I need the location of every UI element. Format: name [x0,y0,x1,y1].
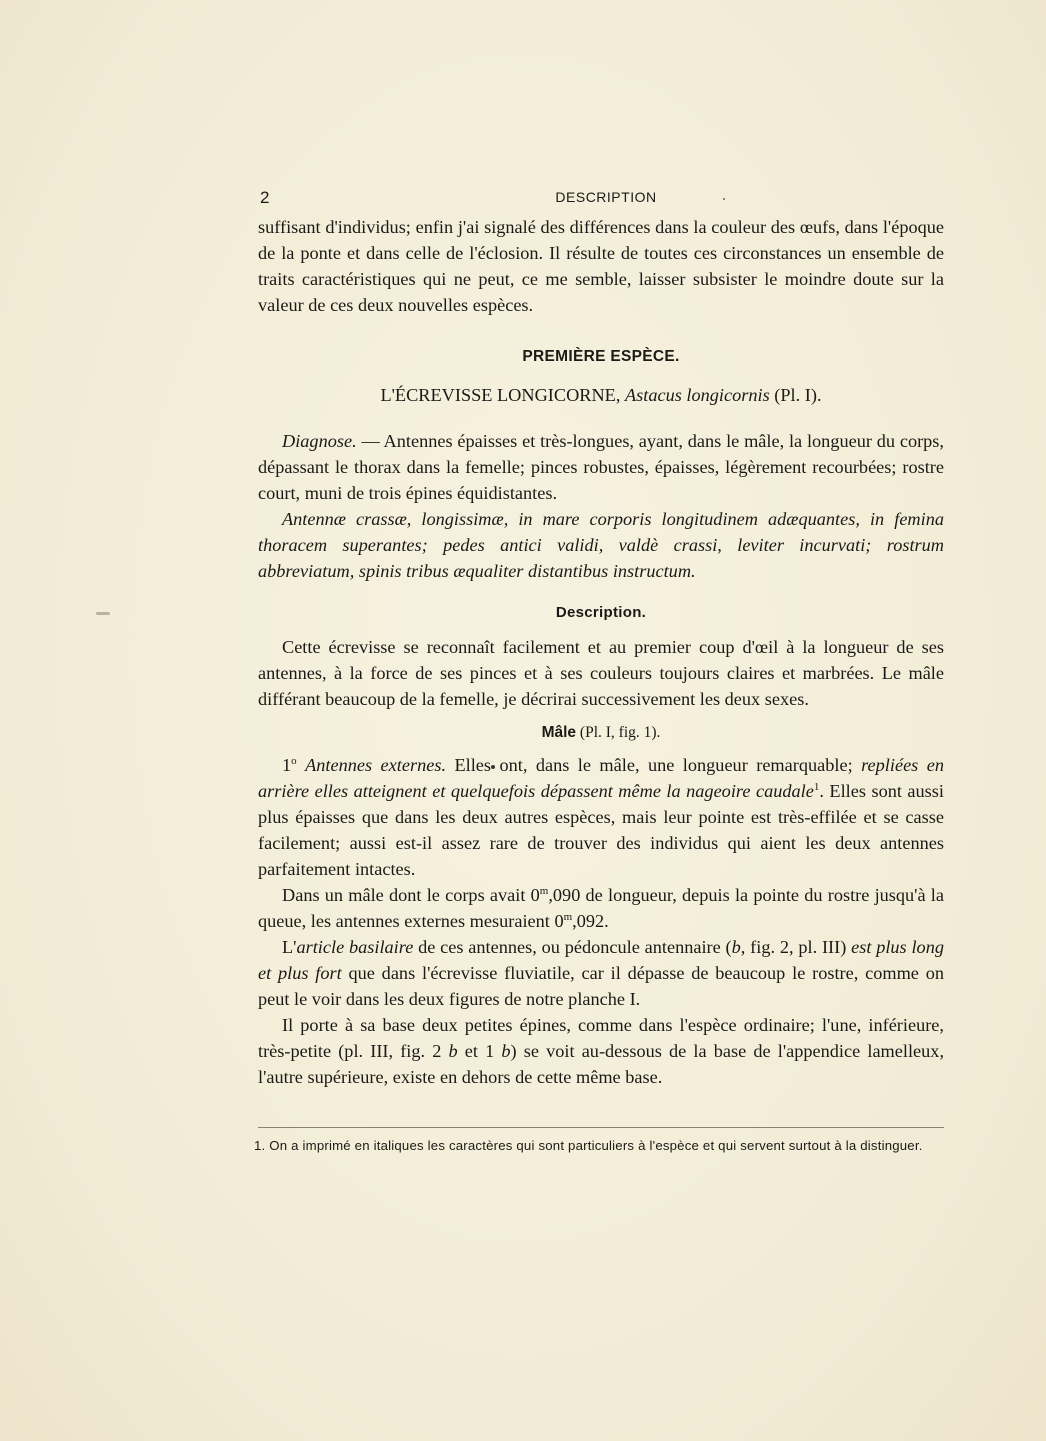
ink-speck [96,612,110,615]
footnote-ref: 1 [813,780,820,793]
epines-text-3: ) se voit au-dessous de la base de l'appendice lamelleux, l'autre supérieure, existe en dehors de cette même base. [258,1041,945,1087]
measure-text-1: Dans un mâle dont le corps avait 0 [282,885,540,905]
measure-text-3: ,092. [572,911,609,931]
article-italic-1: article basilaire [296,937,414,957]
page-content [258,188,944,1090]
antennes-text-2: . Elles sont aussi plus épaisses que dans les deux autres espèces, mais leur pointe est très-effilée et se casse facilement; aussi est-il assez rare de trouver des individus qui aient les deux antennes parfaitement intactes. [258,781,944,879]
paragraph-epines [258,1012,944,1090]
paragraph-measure [258,882,944,934]
article-italic-2: b [731,937,741,957]
epines-text-2: et 1 [457,1041,502,1061]
paragraph-antennes [258,752,944,882]
description-heading: Description. [555,604,647,621]
species-latin-name: Astacus longicornis [624,385,770,405]
paragraph-diagnose [258,428,944,506]
measure-text-2: ,090 de longueur, depuis la pointe du rostre jusqu'à la queue, les antennes externes mesuraient 0 [258,885,944,931]
measure-unit-1: m [539,884,549,897]
latin-diagnosis-text: Antennæ crassæ, longissimæ, in mare corporis longitudinem adæquantes, in femina thoracem superantes; pedes antici validi, valdè crassi, leviter incurvati; rostrum abbreviatum, spinis tribus æqualiter distantibus instructum. [258,509,944,581]
article-text-1: L' [282,937,297,957]
article-text-2: de ces antennes, ou pédoncule antennaire ( [413,937,732,957]
section-heading: PREMIÈRE ESPÈCE. [522,348,680,365]
article-italic-3: est plus long et plus fort [258,937,944,983]
page-number: 2 [260,188,270,207]
diagnose-label: Diagnose. [282,431,357,451]
species-plate-ref: (Pl. I). [774,385,822,405]
paragraph-intro: suffisant d'individus; enfin j'ai signalé des différences dans la couleur des œufs, dans l'époque de la ponte et dans celle de l'éclosion. Il résulte de toutes ces circonstances un ensemble de traits caractéristiques qui ne peut, ce me semble, laisser subsister le moindre doute sur la valeur de ces deux nouvelles espèces. [258,217,944,315]
item-number: 1 [282,755,292,775]
article-text-4: que dans l'écrevisse fluviatile, car il dépasse de beaucoup le rostre, comme on peut le voir dans les deux figures de notre planche I. [258,963,944,1009]
epines-text-1: Il porte à sa base deux petites épines, comme dans l'espèce ordinaire; l'une, inférieure, très-petite (pl. III, fig. 2 [258,1015,944,1061]
species-common-name: L'ÉCREVISSE LONGICORNE, [380,385,621,405]
paragraph-latin-diagnosis [258,506,944,584]
epines-italic-2: b [501,1041,511,1061]
paragraph-article [258,934,944,1012]
footnote: 1. On a imprimé en italiques les caractères qui sont particuliers à l'espèce et qui servent surtout à la distinguer. [254,1138,923,1153]
diagnose-text: — Antennes épaisses et très-longues, ayant, dans le mâle, la longueur du corps, dépassant le thorax dans la femelle; pinces robustes, épaisses, légèrement recourbées; rostre court, muni de trois épines équidistantes. [258,431,944,503]
species-title [258,382,944,408]
male-heading-rest: (Pl. I, fig. 1). [576,724,661,741]
male-heading-bold: Mâle [541,724,577,741]
degree-sign: o [291,754,297,767]
footnote-rule [258,1127,944,1128]
antennes-italic-text: repliées en arrière elles atteignent et quelquefois dépassent même la nageoire caudale [258,755,944,801]
epines-italic-1: b [448,1041,458,1061]
article-text-3: , fig. 2, pl. III) [740,937,852,957]
running-title: DESCRIPTION [555,189,657,205]
running-head [258,188,944,210]
male-heading [258,720,944,746]
paragraph-description: Cette écrevisse se reconnaît facilement et au premier coup d'œil à la longueur de ses antennes, à la force de ses pinces et à ses couleurs toujours claires et marbrées. Le mâle différant beaucoup de la femelle, je décrirai successivement les deux sexes. [258,637,944,709]
antennes-text: Elles ont, dans le mâle, une longueur remarquable; [446,755,862,775]
measure-unit-2: m [563,910,573,923]
antennes-title: Antennes externes. [305,755,447,775]
